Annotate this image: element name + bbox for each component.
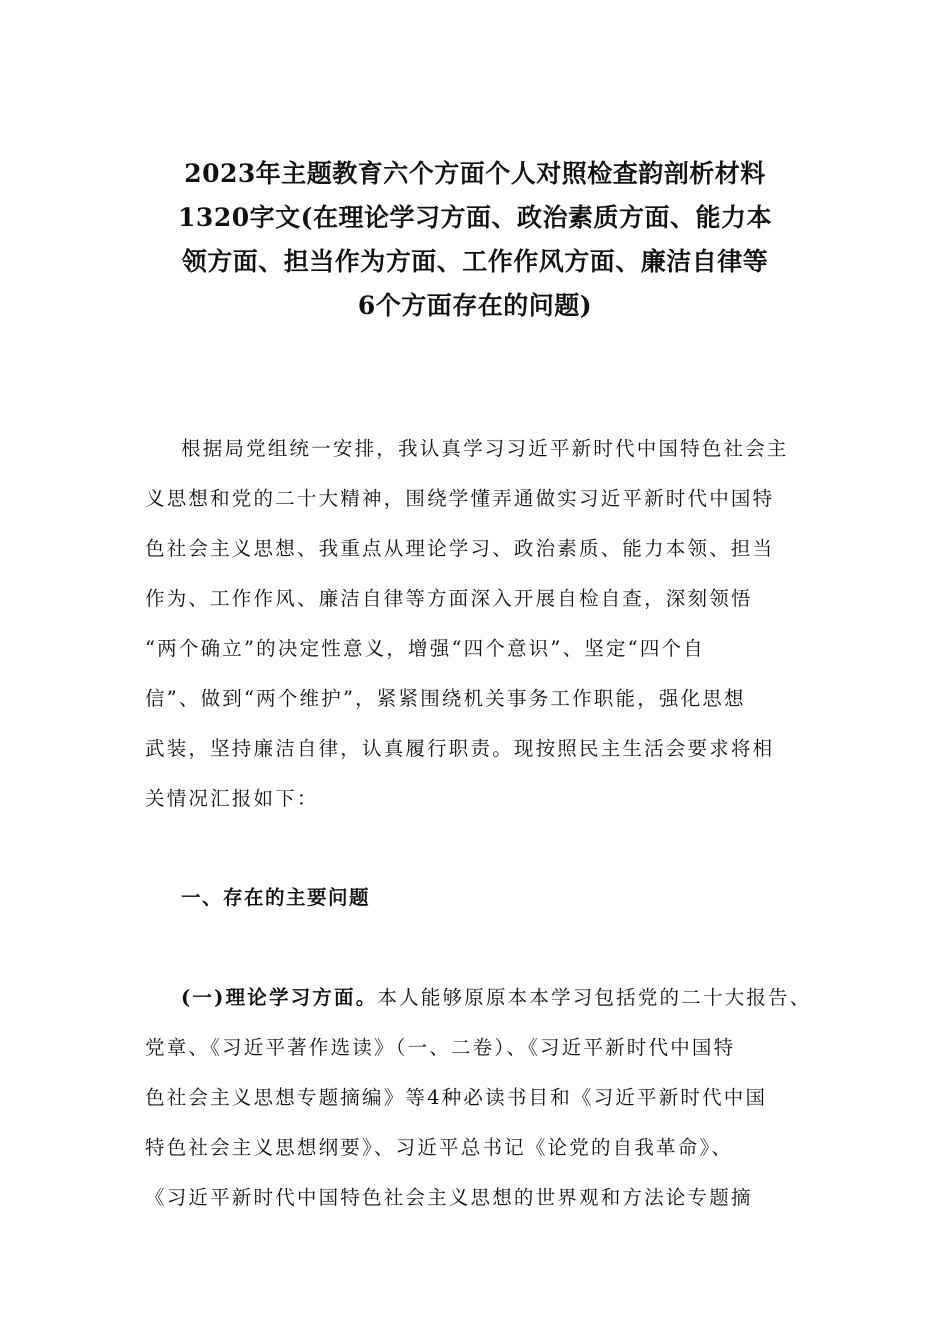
paragraph-line: 信”、做到“两个维护”，紧紧围绕机关事务工作职能，强化思想 [145, 687, 746, 710]
paragraph-line [145, 973, 810, 1023]
document-title [130, 152, 820, 328]
subsection-lead: (一)理论学习方面。 [181, 986, 378, 1009]
intro-paragraph [145, 424, 810, 824]
title-line: 6个方面存在的问题) [357, 291, 593, 320]
paragraph-line: 作为、工作作风、廉洁自律等方面深入开展自检自查，深刻领悟 [145, 587, 753, 610]
paragraph-line: 义思想和党的二十大精神，围绕学懂弄通做实习近平新时代中国特 [145, 487, 775, 510]
title-line: 1320字文(在理论学习方面、政治素质方面、能力本 [178, 203, 772, 232]
title-line: 领方面、担当作为方面、工作作风方面、廉洁自律等 [181, 247, 769, 276]
paragraph-line: 关情况汇报如下： [145, 787, 319, 810]
paragraph-text: 本人能够原原本本学习包括党的二十大报告、 [377, 986, 812, 1009]
paragraph-line: 根据局党组统一安排，我认真学习习近平新时代中国特色社会主 [181, 437, 789, 460]
paragraph-line: “两个确立”的决定性意义，增强“四个意识”、坚定“四个自 [145, 637, 705, 660]
title-line: 2023年主题教育六个方面个人对照检查韵剖析材料 [184, 159, 766, 188]
paragraph-line: 《习近平新时代中国特色社会主义思想的世界观和方法论专题摘 [145, 1186, 753, 1209]
paragraph-line: 党章、《习近平著作选读》（一、二卷）、《习近平新时代中国特 [145, 1036, 736, 1059]
paragraph-line: 色社会主义思想、我重点从理论学习、政治素质、能力本领、担当 [145, 537, 775, 560]
section-heading: 一、存在的主要问题 [181, 886, 371, 909]
paragraph-line: 武装，坚持廉洁自律，认真履行职责。现按照民主生活会要求将相 [145, 737, 775, 760]
paragraph-line: 色社会主义思想专题摘编》等4种必读书目和《习近平新时代中国 [145, 1086, 768, 1109]
paragraph-line: 特色社会主义思想纲要》、习近平总书记《论党的自我革命》、 [145, 1136, 734, 1159]
subsection-paragraph [145, 973, 810, 1223]
